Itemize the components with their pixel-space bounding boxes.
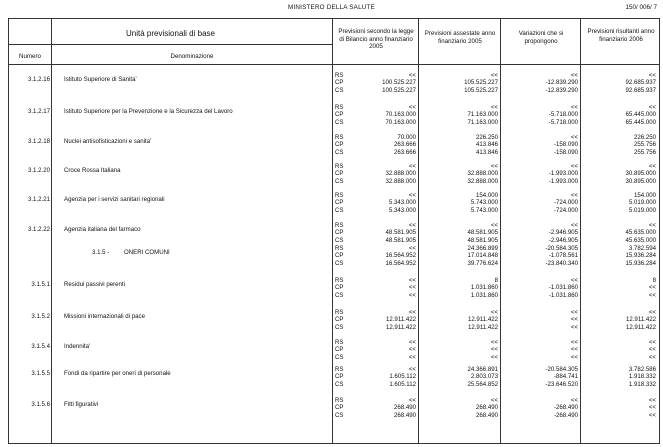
row-denominazione: Istituto Superiore per la Prevenzione e la Sicurezza del Lavoro bbox=[64, 108, 233, 115]
row-code: RS bbox=[335, 277, 344, 284]
col-header-denominazione: Denominazione bbox=[170, 53, 214, 60]
divider-col1 bbox=[418, 18, 419, 444]
value-assestate: 1.031.860 bbox=[470, 291, 498, 299]
value-assestate: 32.888.000 bbox=[467, 170, 498, 178]
value-risultanti: 15.936.284 bbox=[625, 259, 656, 267]
value-assestate: 12.911.422 bbox=[467, 316, 498, 324]
value-risultanti: << bbox=[648, 404, 656, 412]
value-variazioni: -268.490 bbox=[553, 411, 578, 419]
row-code: RS bbox=[335, 192, 344, 199]
row-denominazione: Fondi da ripartire per oneri di personale bbox=[64, 370, 171, 377]
value-variazioni: -12.839.290 bbox=[545, 86, 578, 94]
value-variazioni: -1.031.860 bbox=[548, 284, 578, 292]
value-variazioni: -1.993.000 bbox=[548, 177, 578, 185]
value-assestate: 24.366.899 bbox=[467, 245, 498, 252]
value-assestate: 17.014.848 bbox=[467, 252, 498, 260]
value-legge-bilancio: 70.163.000 bbox=[385, 118, 416, 126]
value-assestate: << bbox=[490, 353, 498, 361]
row-code: CS bbox=[335, 411, 344, 419]
row-code: CS bbox=[335, 206, 344, 214]
row-numero: 3.1.2.16 bbox=[27, 76, 50, 83]
value-risultanti: 8 bbox=[652, 277, 656, 284]
value-risultanti: << bbox=[648, 163, 656, 170]
value-risultanti: 30.895.000 bbox=[625, 177, 656, 185]
value-variazioni: -20.584.305 bbox=[545, 366, 578, 373]
row-code: CS bbox=[335, 118, 344, 126]
row-numero: 3.1.5 - bbox=[92, 249, 110, 256]
row-code: CP bbox=[335, 346, 344, 354]
group-header: Unità previsionali di base bbox=[126, 29, 215, 38]
value-risultanti: 45.635.000 bbox=[625, 236, 656, 244]
row-denominazione: Croce Rossa Italiana bbox=[64, 167, 121, 174]
value-variazioni: -20.584.305 bbox=[545, 245, 578, 252]
divider-col3 bbox=[580, 18, 581, 444]
row-denominazione: Agenzia italiana del farmaco bbox=[64, 226, 141, 233]
value-assestate: << bbox=[490, 163, 498, 170]
value-assestate: 8 bbox=[494, 277, 498, 284]
value-variazioni: << bbox=[570, 163, 578, 170]
header-bottom-divider bbox=[8, 64, 660, 65]
row-code: CP bbox=[335, 404, 344, 412]
row-code: CS bbox=[335, 236, 344, 244]
row-denominazione: Agenzia per i servizi sanitari regionali bbox=[64, 196, 165, 203]
value-variazioni: -23.840.340 bbox=[545, 259, 578, 267]
value-assestate: 39.776.624 bbox=[467, 259, 498, 267]
value-risultanti: 255.756 bbox=[633, 141, 656, 149]
value-variazioni: -23.646.520 bbox=[545, 380, 578, 388]
value-risultanti: 3.782.594 bbox=[628, 245, 656, 252]
row-code: CS bbox=[335, 380, 344, 388]
value-variazioni: -724.000 bbox=[553, 199, 578, 207]
value-legge-bilancio: << bbox=[408, 245, 416, 252]
value-assestate: 71.163.000 bbox=[467, 111, 498, 119]
value-risultanti: 154.000 bbox=[633, 192, 656, 199]
value-variazioni: -5.718.000 bbox=[548, 118, 578, 126]
col-header-numero: Numero bbox=[18, 53, 41, 60]
row-code: CP bbox=[335, 170, 344, 178]
value-legge-bilancio: 16.564.952 bbox=[385, 252, 416, 260]
col-header-legge-bilancio: Previsioni secondo la legge di Bilancio anno finanziario 2005 bbox=[338, 28, 414, 50]
value-variazioni: -268.490 bbox=[553, 404, 578, 412]
value-legge-bilancio: << bbox=[408, 353, 416, 361]
value-legge-bilancio: << bbox=[408, 366, 416, 373]
row-code: CP bbox=[335, 284, 344, 292]
value-assestate: 105.525.227 bbox=[464, 86, 498, 94]
row-code: CP bbox=[335, 229, 344, 237]
value-risultanti: << bbox=[648, 284, 656, 292]
row-denominazione: Indennita' bbox=[64, 343, 91, 350]
row-code: CS bbox=[335, 148, 344, 156]
col-header-risultanti: Previsioni risultanti anno finanziario 2006 bbox=[587, 28, 655, 43]
value-variazioni: << bbox=[570, 192, 578, 199]
col-header-assestate: Previsioni assestate anno finanziario 2005 bbox=[424, 30, 496, 45]
value-legge-bilancio: 1.605.112 bbox=[389, 373, 416, 381]
value-risultanti: << bbox=[648, 411, 656, 419]
value-legge-bilancio: 12.911.422 bbox=[385, 316, 416, 324]
value-risultanti: << bbox=[648, 339, 656, 346]
value-assestate: 24.366.891 bbox=[467, 366, 498, 373]
row-numero: 3.1.2.21 bbox=[27, 196, 50, 203]
value-variazioni: << bbox=[570, 346, 578, 354]
value-risultanti: 12.911.422 bbox=[625, 316, 656, 324]
value-risultanti: << bbox=[648, 222, 656, 229]
value-risultanti: << bbox=[648, 353, 656, 361]
col-header-variazioni: Variazioni che si propongono bbox=[518, 30, 564, 45]
value-legge-bilancio: << bbox=[408, 222, 416, 229]
value-legge-bilancio: << bbox=[408, 72, 416, 79]
value-variazioni: -724.000 bbox=[553, 206, 578, 214]
value-assestate: 25.564.852 bbox=[467, 380, 498, 388]
value-legge-bilancio: 5.343.000 bbox=[388, 199, 416, 207]
value-variazioni: -158.090 bbox=[553, 148, 578, 156]
value-legge-bilancio: 268.490 bbox=[393, 411, 416, 419]
row-numero: 3.1.5.5 bbox=[31, 370, 50, 377]
row-code: CS bbox=[335, 353, 344, 361]
value-risultanti: << bbox=[648, 291, 656, 299]
value-variazioni: -884.741 bbox=[553, 373, 578, 381]
value-variazioni: << bbox=[570, 222, 578, 229]
row-code: CS bbox=[335, 177, 344, 185]
value-risultanti: << bbox=[648, 104, 656, 111]
row-code: CS bbox=[335, 86, 344, 94]
header-divider-upb bbox=[8, 44, 333, 45]
value-legge-bilancio: 48.581.905 bbox=[385, 229, 416, 237]
value-assestate: 48.581.905 bbox=[467, 229, 498, 237]
value-assestate: 1.031.860 bbox=[470, 284, 498, 292]
value-risultanti: 30.895.000 bbox=[625, 170, 656, 178]
row-code: CS bbox=[335, 259, 344, 267]
row-numero: 3.1.5.2 bbox=[31, 313, 50, 320]
row-code: RS bbox=[335, 339, 344, 346]
value-variazioni: -1.993.000 bbox=[548, 170, 578, 178]
divider-numero bbox=[51, 18, 52, 444]
value-risultanti: 255.756 bbox=[633, 148, 656, 156]
value-legge-bilancio: 263.666 bbox=[393, 148, 416, 156]
value-assestate: 48.581.905 bbox=[467, 236, 498, 244]
value-variazioni: -2.946.905 bbox=[548, 229, 578, 237]
row-denominazione: Nuclei antisofisticazioni e sanita' bbox=[64, 138, 152, 145]
value-variazioni: << bbox=[570, 134, 578, 141]
value-legge-bilancio: 70.000 bbox=[397, 134, 416, 141]
value-legge-bilancio: 5.343.000 bbox=[388, 206, 416, 214]
value-legge-bilancio: << bbox=[408, 339, 416, 346]
divider-denominazione bbox=[332, 18, 333, 444]
value-variazioni: -5.718.000 bbox=[548, 111, 578, 119]
row-code: CP bbox=[335, 316, 344, 324]
value-legge-bilancio: << bbox=[408, 309, 416, 316]
value-legge-bilancio: << bbox=[408, 104, 416, 111]
value-assestate: 268.490 bbox=[475, 411, 498, 419]
row-numero: 3.1.2.18 bbox=[27, 138, 50, 145]
value-variazioni: << bbox=[570, 316, 578, 324]
value-legge-bilancio: << bbox=[408, 291, 416, 299]
row-code: CP bbox=[335, 373, 344, 381]
value-risultanti: << bbox=[648, 72, 656, 79]
value-variazioni: << bbox=[570, 339, 578, 346]
divider-col2 bbox=[500, 18, 501, 444]
value-legge-bilancio: << bbox=[408, 192, 416, 199]
value-legge-bilancio: 1.605.112 bbox=[389, 380, 416, 388]
row-code: RS bbox=[335, 366, 344, 373]
value-assestate: 226.250 bbox=[475, 134, 498, 141]
value-variazioni: << bbox=[570, 323, 578, 331]
value-legge-bilancio: 70.163.000 bbox=[385, 111, 416, 119]
value-variazioni: -2.946.905 bbox=[548, 236, 578, 244]
value-legge-bilancio: 263.666 bbox=[393, 141, 416, 149]
value-variazioni: -158.090 bbox=[553, 141, 578, 149]
value-assestate: 105.525.227 bbox=[464, 79, 498, 87]
value-risultanti: 1.918.332 bbox=[628, 380, 656, 388]
value-legge-bilancio: 100.525.227 bbox=[382, 79, 416, 87]
value-risultanti: 226.250 bbox=[633, 134, 656, 141]
row-code: CP bbox=[335, 252, 344, 260]
value-risultanti: 1.918.332 bbox=[628, 373, 656, 381]
row-numero: 3.1.2.17 bbox=[27, 108, 50, 115]
value-legge-bilancio: << bbox=[408, 397, 416, 404]
value-variazioni: << bbox=[570, 309, 578, 316]
value-variazioni: << bbox=[570, 277, 578, 284]
value-legge-bilancio: << bbox=[408, 284, 416, 292]
value-assestate: 413.846 bbox=[475, 141, 498, 149]
value-assestate: 5.743.000 bbox=[470, 199, 498, 207]
value-assestate: 268.490 bbox=[475, 404, 498, 412]
row-denominazione: Istituto Superiore di Sanita' bbox=[64, 76, 137, 83]
row-code: CP bbox=[335, 111, 344, 119]
value-variazioni: -1.078.561 bbox=[548, 252, 578, 260]
value-risultanti: << bbox=[648, 397, 656, 404]
value-variazioni: -12.839.290 bbox=[545, 79, 578, 87]
value-variazioni: << bbox=[570, 72, 578, 79]
value-assestate: 32.888.000 bbox=[467, 177, 498, 185]
row-numero: 3.1.5.6 bbox=[31, 401, 50, 408]
row-numero: 3.1.2.20 bbox=[27, 167, 50, 174]
value-assestate: << bbox=[490, 309, 498, 316]
value-risultanti: 3.782.586 bbox=[628, 366, 656, 373]
value-risultanti: 45.635.000 bbox=[625, 229, 656, 237]
row-numero: 3.1.5.4 bbox=[31, 343, 50, 350]
row-code: RS bbox=[335, 309, 344, 316]
row-denominazione: Fitti figurativi bbox=[64, 401, 99, 408]
row-numero: 3.1.5.1 bbox=[31, 281, 50, 288]
value-legge-bilancio: << bbox=[408, 163, 416, 170]
value-assestate: << bbox=[490, 397, 498, 404]
row-code: CP bbox=[335, 141, 344, 149]
row-numero: 3.1.2.22 bbox=[27, 226, 50, 233]
value-variazioni: -1.031.860 bbox=[548, 291, 578, 299]
value-legge-bilancio: 268.490 bbox=[393, 404, 416, 412]
value-assestate: 71.163.000 bbox=[467, 118, 498, 126]
row-code: CS bbox=[335, 291, 344, 299]
value-legge-bilancio: << bbox=[408, 277, 416, 284]
value-assestate: << bbox=[490, 222, 498, 229]
value-assestate: 5.743.000 bbox=[470, 206, 498, 214]
value-assestate: 12.911.422 bbox=[467, 323, 498, 331]
value-assestate: 2.803.073 bbox=[470, 373, 498, 381]
row-denominazione: Missioni internazionali di pace bbox=[64, 313, 145, 320]
value-assestate: << bbox=[490, 346, 498, 354]
value-legge-bilancio: << bbox=[408, 346, 416, 354]
value-variazioni: << bbox=[570, 397, 578, 404]
value-legge-bilancio: 100.525.227 bbox=[382, 86, 416, 94]
value-variazioni: << bbox=[570, 353, 578, 361]
row-code: CP bbox=[335, 199, 344, 207]
value-risultanti: << bbox=[648, 309, 656, 316]
value-legge-bilancio: 32.888.000 bbox=[385, 170, 416, 178]
row-code: RS bbox=[335, 163, 344, 170]
row-code: RS bbox=[335, 72, 344, 79]
row-code: RS bbox=[335, 397, 344, 404]
value-legge-bilancio: 32.888.000 bbox=[385, 177, 416, 185]
value-risultanti: 15.936.284 bbox=[625, 252, 656, 260]
row-code: RS bbox=[335, 134, 344, 141]
row-code: RS bbox=[335, 245, 344, 252]
value-risultanti: 65.445.000 bbox=[625, 111, 656, 119]
row-code: RS bbox=[335, 222, 344, 229]
value-legge-bilancio: 48.581.905 bbox=[385, 236, 416, 244]
value-risultanti: 65.445.000 bbox=[625, 118, 656, 126]
value-assestate: << bbox=[490, 104, 498, 111]
value-risultanti: 92.685.937 bbox=[625, 86, 656, 94]
row-denominazione: Residui passivi perenti bbox=[64, 281, 125, 288]
row-code: CS bbox=[335, 323, 344, 331]
value-risultanti: 5.019.000 bbox=[628, 199, 656, 207]
value-assestate: 413.846 bbox=[475, 148, 498, 156]
value-risultanti: << bbox=[648, 346, 656, 354]
value-assestate: << bbox=[490, 339, 498, 346]
row-code: RS bbox=[335, 104, 344, 111]
value-assestate: 154.000 bbox=[475, 192, 498, 199]
value-risultanti: 12.911.422 bbox=[625, 323, 656, 331]
value-assestate: << bbox=[490, 72, 498, 79]
value-variazioni: << bbox=[570, 104, 578, 111]
value-legge-bilancio: 16.564.952 bbox=[385, 259, 416, 267]
row-code: CP bbox=[335, 79, 344, 87]
value-legge-bilancio: 12.911.422 bbox=[385, 323, 416, 331]
value-risultanti: 92.685.937 bbox=[625, 79, 656, 87]
page-reference: 150/ 006/ 7 bbox=[625, 4, 657, 11]
document-title: MINISTERO DELLA SALUTE bbox=[288, 4, 375, 11]
row-denominazione: ONERI COMUNI bbox=[124, 249, 170, 256]
value-risultanti: 5.019.000 bbox=[628, 206, 656, 214]
